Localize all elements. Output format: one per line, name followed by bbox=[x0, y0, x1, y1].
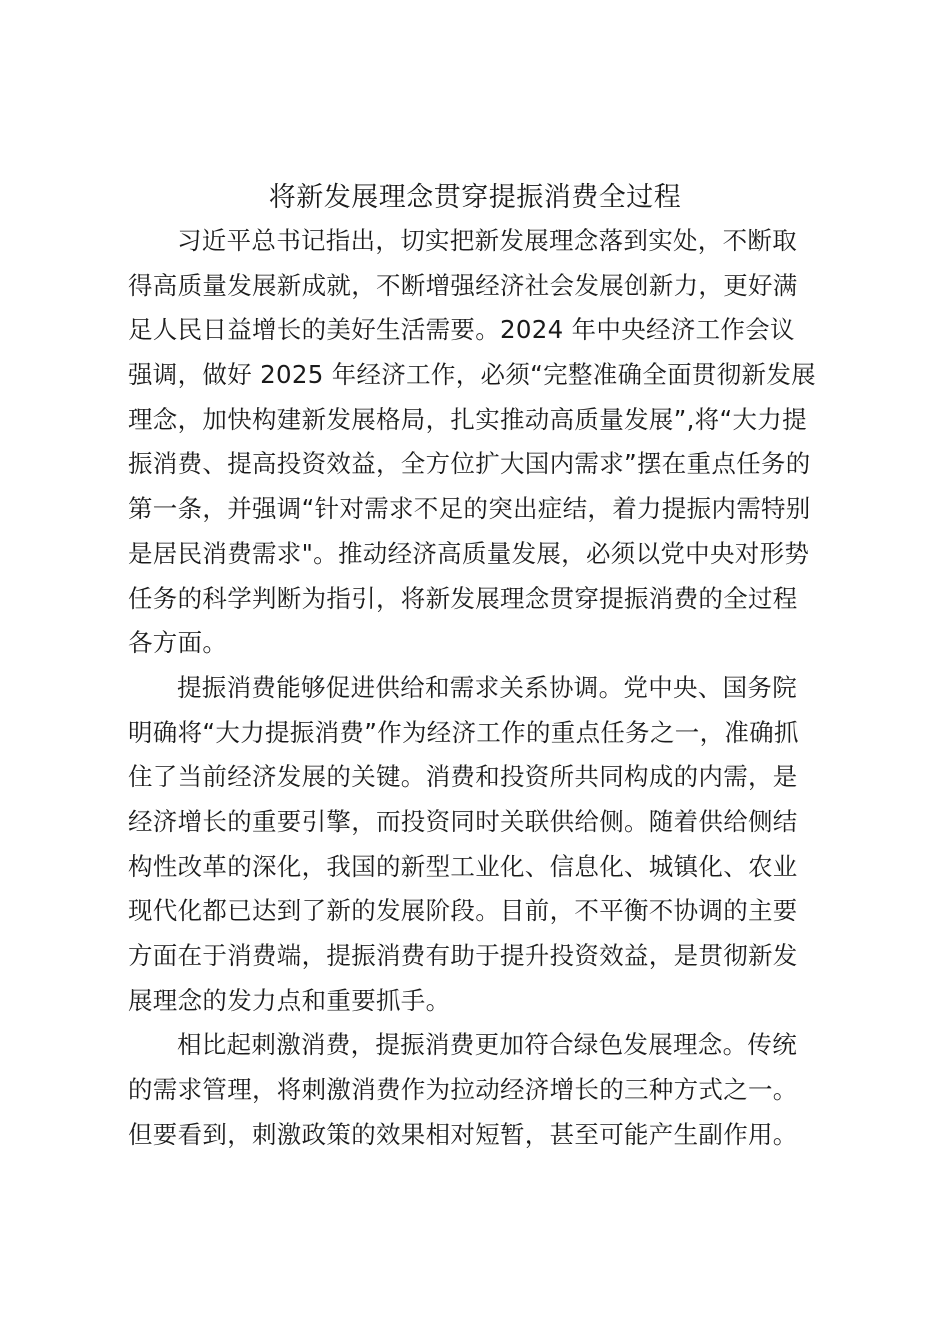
text-line: 相比起刺激消费，提振消费更加符合绿色发展理念。传统 bbox=[177, 1030, 797, 1060]
text-line: 住了当前经济发展的关键。消费和投资所共同构成的内需，是 bbox=[128, 762, 798, 792]
text-line: 振消费、提高投资效益，全方位扩大国内需求”摆在重点任务的 bbox=[128, 449, 811, 479]
paragraph-3 bbox=[128, 1023, 840, 1157]
paragraph-2 bbox=[128, 666, 840, 1024]
text-line: 提振消费能够促进供给和需求关系协调。党中央、国务院 bbox=[177, 672, 797, 702]
text-line: 任务的科学判断为指引，将新发展理念贯穿提振消费的全过程 bbox=[128, 583, 798, 613]
document-title: 将新发展理念贯穿提振消费全过程 bbox=[268, 182, 682, 213]
text-line: 展理念的发力点和重要抓手。 bbox=[128, 985, 451, 1015]
text-line: 方面在于消费端，提振消费有助于提升投资效益，是贯彻新发 bbox=[128, 941, 798, 970]
document-body bbox=[128, 219, 840, 1157]
text-line: 现代化都已达到了新的发展阶段。目前，不平衡不协调的主要 bbox=[128, 896, 798, 926]
text-line: 足人民日益增长的美好生活需要。2024 年中央经济工作会议 bbox=[128, 315, 795, 345]
text-line: 的需求管理，将刺激消费作为拉动经济增长的三种方式之一。 bbox=[128, 1075, 798, 1105]
text-line: 经济增长的重要引擎，而投资同时关联供给侧。随着供给侧结 bbox=[128, 806, 798, 836]
text-line: 第一条，并强调“针对需求不足的突出症结，着力提振内需特别 bbox=[128, 494, 811, 524]
text-line: 明确将“大力提振消费”作为经济工作的重点任务之一，准确抓 bbox=[128, 717, 799, 747]
text-line: 各方面。 bbox=[128, 628, 228, 658]
paragraph-1 bbox=[128, 219, 840, 666]
text-line: 但要看到，刺激政策的效果相对短暂，甚至可能产生副作用。 bbox=[128, 1119, 798, 1149]
text-line: 是居民消费需求"。推动经济高质量发展，必须以党中央对形势 bbox=[128, 538, 810, 568]
text-line: 理念，加快构建新发展格局，扎实推动高质量发展”,将“大力提 bbox=[128, 404, 807, 434]
text-line: 得高质量发展新成就，不断增强经济社会发展创新力，更好满 bbox=[128, 270, 798, 300]
text-line: 习近平总书记指出，切实把新发展理念落到实处，不断取 bbox=[177, 226, 797, 255]
text-line: 构性改革的深化，我国的新型工业化、信息化、城镇化、农业 bbox=[128, 851, 798, 881]
text-line: 强调，做好 2025 年经济工作，必须“完整准确全面贯彻新发展 bbox=[128, 360, 816, 390]
